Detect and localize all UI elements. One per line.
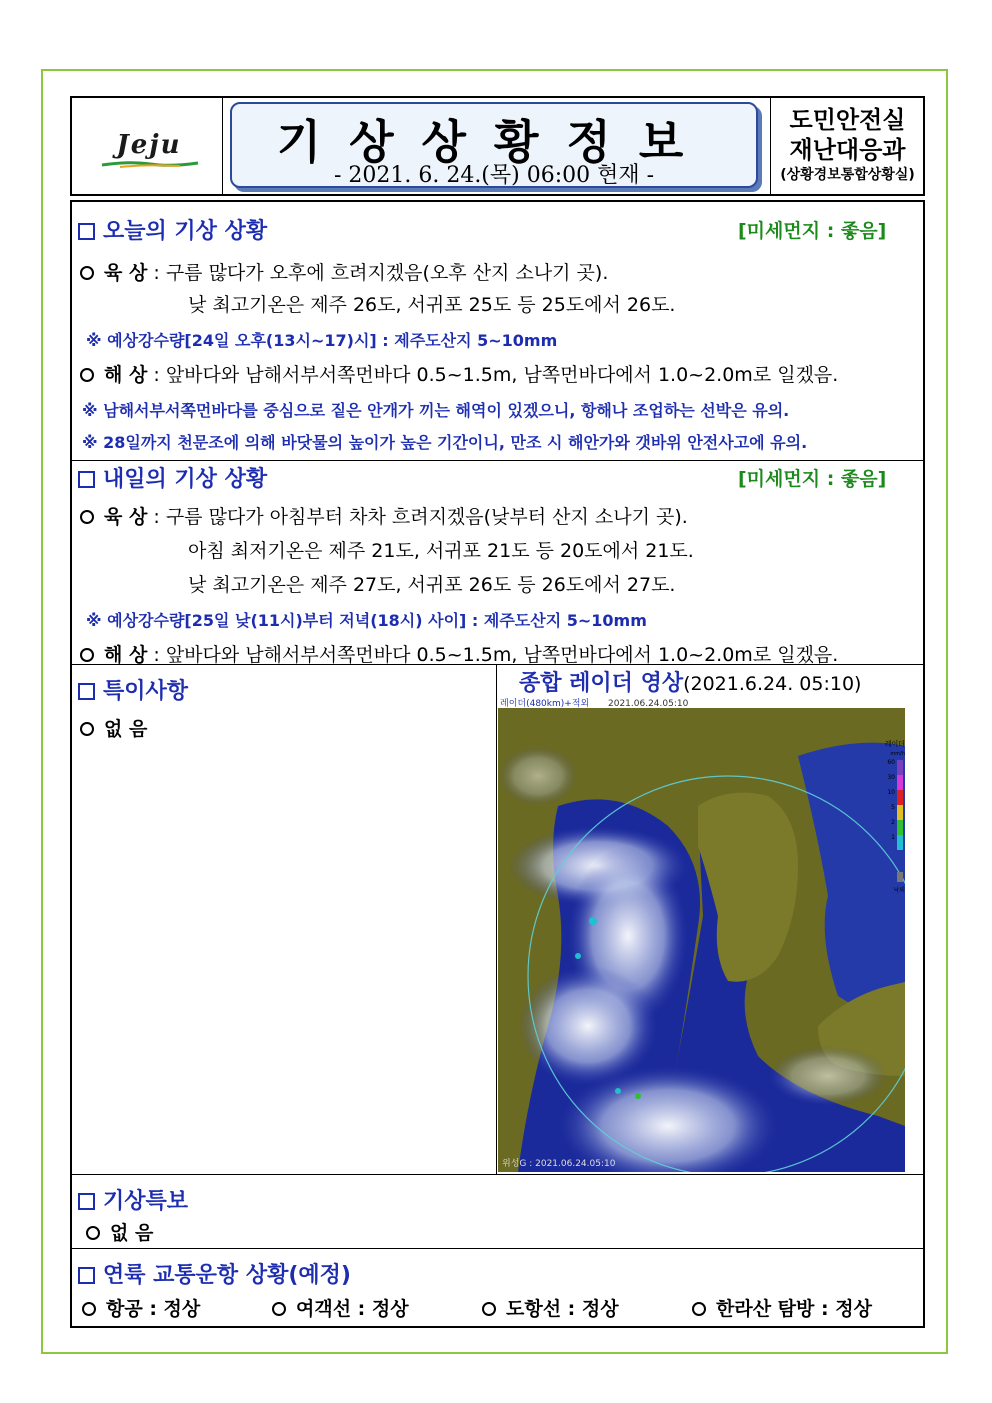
legend-swatch [897,805,903,820]
radar-top-time: 2021.06.24.05:10 [608,699,689,709]
traffic-section-title: 연륙 교통운항 상황(예정) [78,1258,351,1289]
circle-bullet-icon [482,1302,496,1316]
traffic-air: 항공 : 정상 [82,1294,200,1321]
checkbox-square-icon [78,1267,95,1284]
department-name: 도민안전실 [789,106,906,134]
legend-lightning: 낙뢰 [893,887,905,894]
circle-bullet-icon [80,648,94,662]
today-section-title: 오늘의 기상 상황 [78,214,267,245]
header [70,96,925,196]
tomorrow-rain-note: ※ 예상강수량[25일 낮(11시)부터 저녁(18시) 사이] : 제주도산지 5~10mm [86,611,647,630]
radar-satellite-map [498,696,905,1172]
radar-top-label: 레이더(480km)+적외 [500,699,590,709]
logo-cell [72,98,223,194]
office-name: (상황경보통합상황실) [780,167,915,183]
divider [72,460,923,461]
report-date: - 2021. 6. 24.(목) 06:00 현재 - [333,163,655,188]
warning-section-title: 기상특보 [78,1184,188,1215]
radar-image [498,696,905,1172]
circle-bullet-icon [272,1302,286,1316]
today-sea: 해 상 : 앞바다와 남해서부서쪽먼바다 0.5~1.5m, 남쪽먼바다에서 1.0~2.0m로 일겠음. [80,360,838,387]
legend-swatch [897,835,903,850]
checkbox-square-icon [78,1193,95,1210]
radar-title: 종합 레이더 영상(2021.6.24. 05:10) [519,671,862,696]
report-body [70,200,925,1328]
legend-value: 10 [887,789,895,796]
checkbox-square-icon [78,683,95,700]
tomorrow-section-title: 내일의 기상 상황 [78,462,267,493]
special-item: 없 음 [80,714,147,741]
tomorrow-min-temp: 아침 최저기온은 제주 21도, 서귀포 21도 등 20도에서 21도. [188,540,694,562]
logo-text: Jeju [116,130,182,160]
checkbox-square-icon [78,223,95,240]
circle-bullet-icon [80,368,94,382]
traffic-ferry: 여객선 : 정상 [272,1294,409,1321]
legend-swatch [897,790,903,805]
divider [72,1248,923,1249]
legend-value: 5 [891,804,895,811]
circle-bullet-icon [86,1226,100,1240]
lightning-swatch [897,872,903,882]
today-land: 육 상 : 구름 많다가 오후에 흐려지겠음(오후 산지 소나기 곳). [80,258,608,285]
legend-value: 60 [887,759,895,766]
tomorrow-max-temp: 낮 최고기온은 제주 27도, 서귀포 26도 등 26도에서 27도. [188,574,676,596]
legend-value: 1 [891,834,895,841]
department-cell [770,98,924,194]
today-fine-dust: [미세먼지 : 좋음] [738,220,887,242]
circle-bullet-icon [692,1302,706,1316]
circle-bullet-icon [82,1302,96,1316]
today-tide-note: ※ 28일까지 천문조에 의해 바닷물의 높이가 높은 기간이니, 만조 시 해안가와 갯바위 안전사고에 유의. [82,433,808,452]
divider [72,1174,923,1175]
legend-value: 30 [887,774,895,781]
legend-title: 레이더 [884,740,905,748]
today-fog-note: ※ 남해서부서쪽먼바다를 중심으로 짙은 안개가 끼는 해역이 있겠으니, 항해나 조업하는 선박은 유의. [82,401,790,420]
radar-bottom-label: 위성G : 2021.06.24.05:10 [502,1159,616,1169]
tomorrow-sea: 해 상 : 앞바다와 남해서부서쪽먼바다 0.5~1.5m, 남쪽먼바다에서 1.0~2.0m로 일겠음. [80,640,838,667]
special-section-title: 특이사항 [78,674,188,705]
legend-swatch [897,775,903,790]
legend-value: 2 [891,819,895,826]
legend-swatch [897,760,903,775]
tomorrow-land: 육 상 : 구름 많다가 아침부터 차차 흐려지겠음(낮부터 산지 소나기 곳). [80,502,688,529]
jeju-logo [94,130,204,170]
traffic-island-ferry: 도항선 : 정상 [482,1294,619,1321]
today-land-temp: 낮 최고기온은 제주 26도, 서귀포 25도 등 25도에서 26도. [188,294,676,316]
circle-bullet-icon [80,510,94,524]
logo-swoosh-icon [100,160,200,168]
warning-item: 없 음 [86,1218,153,1245]
today-rain-note: ※ 예상강수량[24일 오후(13시~17)시] : 제주도산지 5~10mm [86,331,558,350]
divider [496,664,497,1174]
division-name: 재난대응과 [789,136,906,164]
title-box [230,102,758,188]
circle-bullet-icon [80,722,94,736]
legend-swatch [897,820,903,835]
page-title: 기상상황정보 [276,115,712,169]
traffic-hallasan: 한라산 탐방 : 정상 [692,1294,872,1321]
legend-unit: mm/h [890,751,905,757]
checkbox-square-icon [78,471,95,488]
tomorrow-fine-dust: [미세먼지 : 좋음] [738,468,887,490]
circle-bullet-icon [80,266,94,280]
